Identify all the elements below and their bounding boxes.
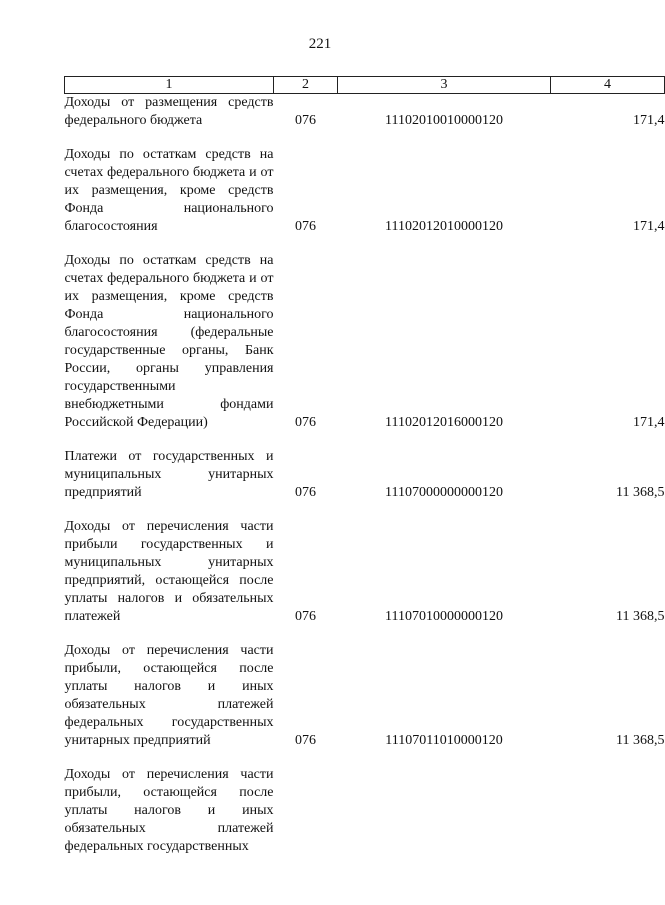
- table-row: [65, 94, 665, 147]
- amount: 11 368,5: [616, 609, 665, 624]
- income-name: Доходы от перечисления части прибыли государственных и муниципальных унитарных предприятий, остающейся после уплаты налогов и обязательных платежей: [64, 519, 274, 624]
- income-name: Платежи от государственных и муниципальных унитарных предприятий: [64, 449, 274, 500]
- budget-class-code: 11102010010000120: [385, 113, 503, 128]
- budget-class-code: 11107010000000120: [385, 609, 503, 624]
- table-row: [65, 518, 665, 642]
- budget-class-code: 11102012016000120: [385, 415, 503, 430]
- income-name: Доходы от размещения средств федерального бюджета: [64, 95, 274, 128]
- admin-code: 076: [295, 113, 316, 128]
- header-col-3: 3: [338, 77, 551, 94]
- budget-table: [64, 76, 665, 856]
- admin-code: 076: [295, 485, 316, 500]
- income-name: Доходы от перечисления части прибыли, остающейся после уплаты налогов и иных обязательных платежей федеральных государственных унитарных предприятий: [64, 643, 274, 748]
- table-row: [65, 252, 665, 448]
- table-header: [65, 77, 665, 94]
- income-name: Доходы по остаткам средств на счетах федерального бюджета и от их размещения, кроме средств Фонда национального благосостояния (федеральные государственные органы, Банк России, органы управления государственными внебюджетными фондами Российской Федерации): [64, 253, 274, 430]
- table-row: [65, 146, 665, 252]
- income-name: Доходы по остаткам средств на счетах федерального бюджета и от их размещения, кроме средств Фонда национального благосостояния: [64, 147, 274, 234]
- budget-class-code: [338, 766, 551, 856]
- table-row: [65, 642, 665, 766]
- page-number: 221: [308, 36, 332, 52]
- header-col-4: 4: [551, 77, 665, 94]
- amount: 171,4: [633, 113, 665, 128]
- amount: 171,4: [633, 219, 665, 234]
- amount: 171,4: [633, 415, 665, 430]
- admin-code: [274, 766, 338, 856]
- table-row: [65, 766, 665, 856]
- budget-class-code: 11107000000000120: [385, 485, 503, 500]
- admin-code: 076: [295, 733, 316, 748]
- header-col-1: 1: [65, 77, 274, 94]
- amount: [551, 766, 665, 856]
- table-row: [65, 448, 665, 518]
- admin-code: 076: [295, 219, 316, 234]
- income-name: Доходы от перечисления части прибыли, остающейся после уплаты налогов и иных обязательных платежей федеральных государственных: [64, 767, 274, 854]
- budget-class-code: 11107011010000120: [385, 733, 503, 748]
- header-col-2: 2: [274, 77, 338, 94]
- admin-code: 076: [295, 609, 316, 624]
- amount: 11 368,5: [616, 485, 665, 500]
- amount: 11 368,5: [616, 733, 665, 748]
- admin-code: 076: [295, 415, 316, 430]
- budget-class-code: 11102012010000120: [385, 219, 503, 234]
